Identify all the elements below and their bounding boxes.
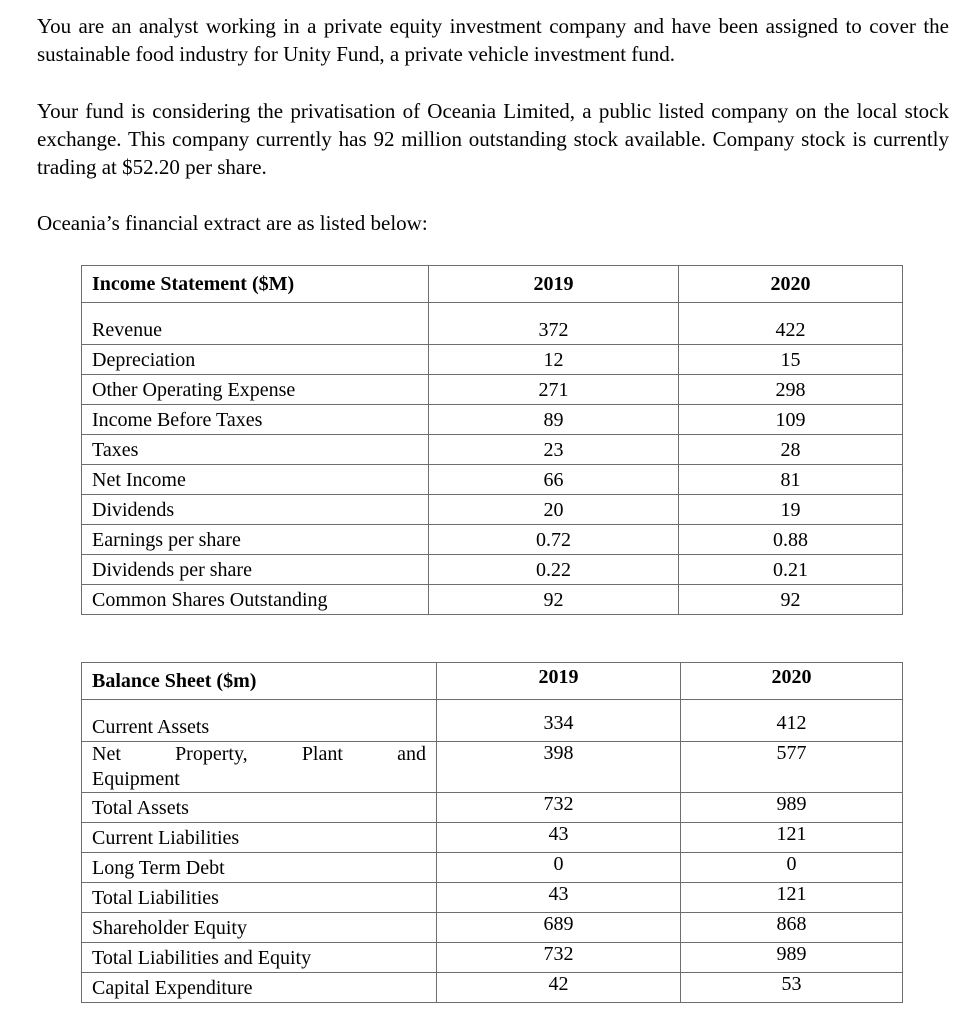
- value-2020: 577: [681, 742, 903, 793]
- balance-sheet-header-row: [82, 663, 903, 700]
- value-2019: 42: [437, 973, 681, 1003]
- balance-sheet-row: [82, 943, 903, 973]
- value-2019: 689: [437, 913, 681, 943]
- value-2020: 109: [679, 405, 903, 435]
- balance-sheet-row: [82, 853, 903, 883]
- row-label: Net Income: [82, 465, 429, 495]
- row-label: Earnings per share: [82, 525, 429, 555]
- value-2020: 989: [681, 943, 903, 973]
- column-header-2019: 2019: [429, 266, 679, 303]
- column-header-2019: 2019: [437, 663, 681, 700]
- value-2020: 121: [681, 823, 903, 853]
- intro-paragraph-2: Your fund is considering the privatisation of Oceania Limited, a public listed company on the local stock exchange. This company currently has 92 million outstanding stock available. Company stock is currently trading at $52.20 per share.: [37, 99, 949, 179]
- balance-sheet-row: [82, 712, 903, 742]
- value-2019: 398: [437, 742, 681, 793]
- income-statement-header-row: [82, 266, 903, 303]
- value-2020: 412: [681, 712, 903, 742]
- value-2020: 422: [679, 315, 903, 345]
- value-2020: 298: [679, 375, 903, 405]
- row-label: Current Assets: [82, 712, 437, 742]
- row-label: Shareholder Equity: [82, 913, 437, 943]
- column-header-2020: 2020: [681, 663, 903, 700]
- balance-sheet-title: Balance Sheet ($m): [82, 663, 437, 700]
- income-statement-row: [82, 525, 903, 555]
- row-label: [82, 742, 437, 793]
- row-label-word: and: [397, 743, 426, 765]
- value-2020: 15: [679, 345, 903, 375]
- value-2019: 43: [437, 823, 681, 853]
- value-2019: 20: [429, 495, 679, 525]
- value-2020: 28: [679, 435, 903, 465]
- income-statement-row: [82, 495, 903, 525]
- income-statement-row: [82, 585, 903, 615]
- value-2019: 12: [429, 345, 679, 375]
- row-label: Other Operating Expense: [82, 375, 429, 405]
- income-statement-row: [82, 435, 903, 465]
- header-spacer-row: [82, 700, 903, 713]
- balance-sheet-row: [82, 823, 903, 853]
- value-2020: 81: [679, 465, 903, 495]
- row-label: Long Term Debt: [82, 853, 437, 883]
- row-label-word: Property,: [175, 743, 248, 765]
- value-2019: 732: [437, 943, 681, 973]
- value-2020: 121: [681, 883, 903, 913]
- row-label: Current Liabilities: [82, 823, 437, 853]
- income-statement-row: [82, 315, 903, 345]
- income-statement-table: [81, 265, 903, 615]
- row-label: Dividends per share: [82, 555, 429, 585]
- intro-paragraph-3: Oceania’s financial extract are as listed below:: [37, 211, 428, 235]
- row-label: Capital Expenditure: [82, 973, 437, 1003]
- value-2020: 0.21: [679, 555, 903, 585]
- value-2020: 19: [679, 495, 903, 525]
- value-2019: 23: [429, 435, 679, 465]
- value-2020: 0: [681, 853, 903, 883]
- value-2019: 43: [437, 883, 681, 913]
- income-statement-row: [82, 405, 903, 435]
- intro-paragraph-1: You are an analyst working in a private equity investment company and have been assigned to cover the sustainable food industry for Unity Fund, a private vehicle investment fund.: [37, 14, 949, 66]
- header-spacer-row: [82, 303, 903, 316]
- column-header-2020: 2020: [679, 266, 903, 303]
- row-label: Common Shares Outstanding: [82, 585, 429, 615]
- value-2019: 89: [429, 405, 679, 435]
- value-2020: 53: [681, 973, 903, 1003]
- value-2020: 0.88: [679, 525, 903, 555]
- balance-sheet-row: [82, 913, 903, 943]
- row-label: Dividends: [82, 495, 429, 525]
- value-2019: 66: [429, 465, 679, 495]
- row-label-line2: Equipment: [92, 768, 180, 790]
- value-2019: 0.72: [429, 525, 679, 555]
- row-label: Revenue: [82, 315, 429, 345]
- value-2019: 0.22: [429, 555, 679, 585]
- value-2020: 868: [681, 913, 903, 943]
- balance-sheet-row: [82, 973, 903, 1003]
- row-label-word: Net: [92, 743, 121, 765]
- value-2019: 334: [437, 712, 681, 742]
- value-2019: 92: [429, 585, 679, 615]
- value-2019: 0: [437, 853, 681, 883]
- balance-sheet-row: [82, 742, 903, 793]
- balance-sheet-table: [81, 662, 903, 1003]
- value-2020: 989: [681, 793, 903, 823]
- value-2020: 92: [679, 585, 903, 615]
- income-statement-row: [82, 345, 903, 375]
- row-label: Total Liabilities: [82, 883, 437, 913]
- row-label: Taxes: [82, 435, 429, 465]
- row-label: Total Assets: [82, 793, 437, 823]
- income-statement-title: Income Statement ($M): [82, 266, 429, 303]
- row-label: Depreciation: [82, 345, 429, 375]
- row-label: Income Before Taxes: [82, 405, 429, 435]
- income-statement-row: [82, 555, 903, 585]
- value-2019: 732: [437, 793, 681, 823]
- balance-sheet-row: [82, 883, 903, 913]
- row-label: Total Liabilities and Equity: [82, 943, 437, 973]
- value-2019: 372: [429, 315, 679, 345]
- row-label-word: Plant: [301, 743, 343, 765]
- income-statement-row: [82, 375, 903, 405]
- balance-sheet-row: [82, 793, 903, 823]
- value-2019: 271: [429, 375, 679, 405]
- income-statement-row: [82, 465, 903, 495]
